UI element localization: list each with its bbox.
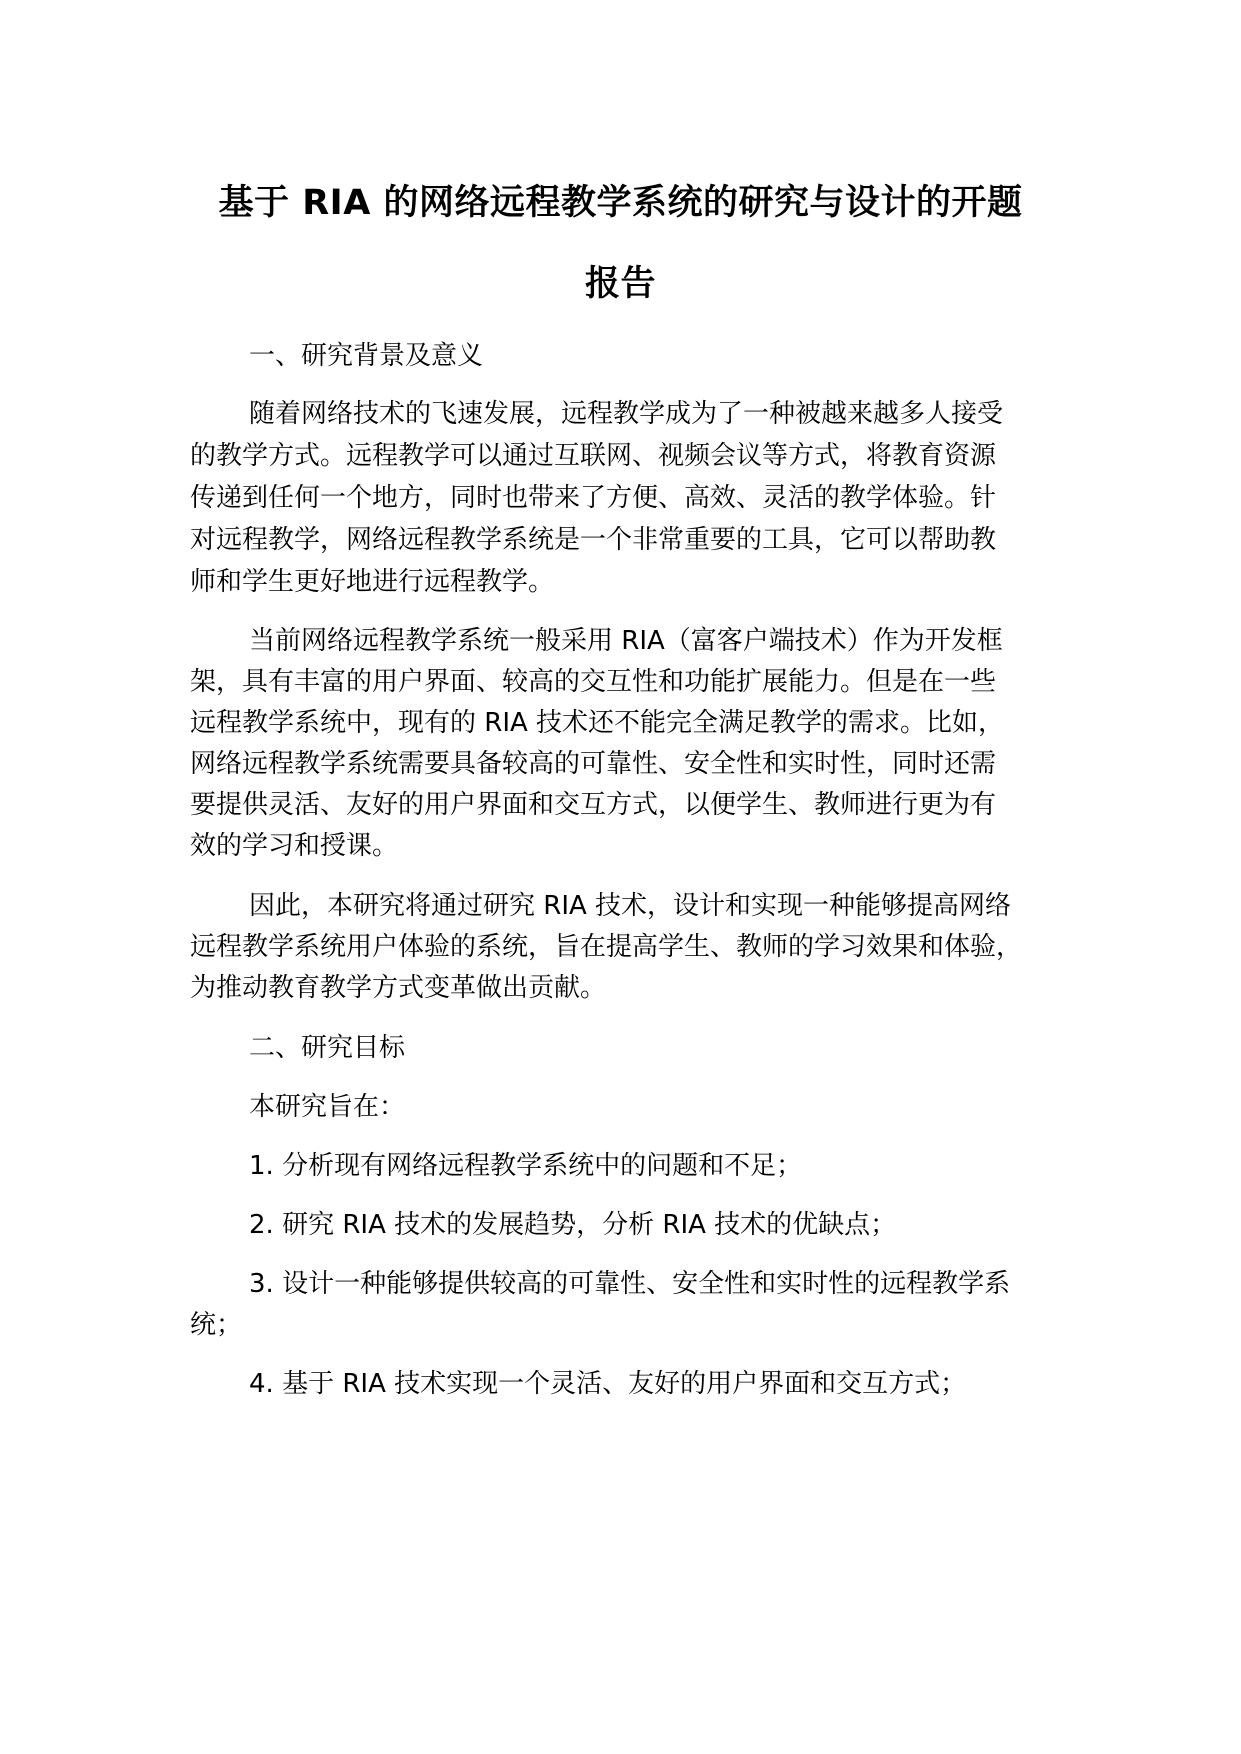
paragraph-line: 为推动教育教学方式变革做出贡献。 [190, 973, 607, 1003]
paragraph-line: 传递到任何一个地方，同时也带来了方便、高效、灵活的教学体验。针 [190, 483, 997, 513]
list-item-continuation: 统； [190, 1310, 243, 1340]
paragraph-line: 效的学习和授课。 [190, 831, 399, 861]
paragraph-line: 师和学生更好地进行远程教学。 [190, 567, 555, 597]
document-title-line-2: 报告 [584, 264, 656, 304]
paragraph-line: 网络远程教学系统需要具备较高的可靠性、安全性和实时性，同时还需 [190, 749, 997, 779]
section-heading-goals: 二、研究目标 [249, 1033, 406, 1063]
paragraph-line: 远程教学系统中，现有的 RIA 技术还不能完全满足教学的需求。比如， [190, 708, 1005, 738]
paragraph-line: 架，具有丰富的用户界面、较高的交互性和功能扩展能力。但是在一些 [190, 667, 997, 697]
paragraph-line: 当前网络远程教学系统一般采用 RIA（富客户端技术）作为开发框 [249, 626, 1003, 656]
list-item: 2. 研究 RIA 技术的发展趋势，分析 RIA 技术的优缺点； [249, 1210, 897, 1240]
paragraph-line: 的教学方式。远程教学可以通过互联网、视频会议等方式，将教育资源 [190, 441, 997, 471]
document-title-line-1: 基于 RIA 的网络远程教学系统的研究与设计的开题 [218, 183, 1023, 223]
section-heading-background: 一、研究背景及意义 [249, 341, 484, 371]
list-item: 1. 分析现有网络远程教学系统中的问题和不足； [249, 1151, 803, 1181]
paragraph-line: 远程教学系统用户体验的系统，旨在提高学生、教师的学习效果和体验， [190, 932, 1023, 962]
paragraph-line: 因此，本研究将通过研究 RIA 技术，设计和实现一种能够提高网络 [249, 891, 1012, 921]
paragraph-line: 要提供灵活、友好的用户界面和交互方式，以便学生、教师进行更为有 [190, 790, 997, 820]
list-item: 4. 基于 RIA 技术实现一个灵活、友好的用户界面和交互方式； [249, 1369, 967, 1399]
paragraph-line: 对远程教学，网络远程教学系统是一个非常重要的工具，它可以帮助教 [190, 525, 997, 555]
list-item: 3. 设计一种能够提供较高的可靠性、安全性和实时性的远程教学系 [249, 1269, 1011, 1299]
paragraph-line: 本研究旨在： [249, 1092, 406, 1122]
paragraph-line: 随着网络技术的飞速发展，远程教学成为了一种被越来越多人接受 [249, 399, 1004, 429]
